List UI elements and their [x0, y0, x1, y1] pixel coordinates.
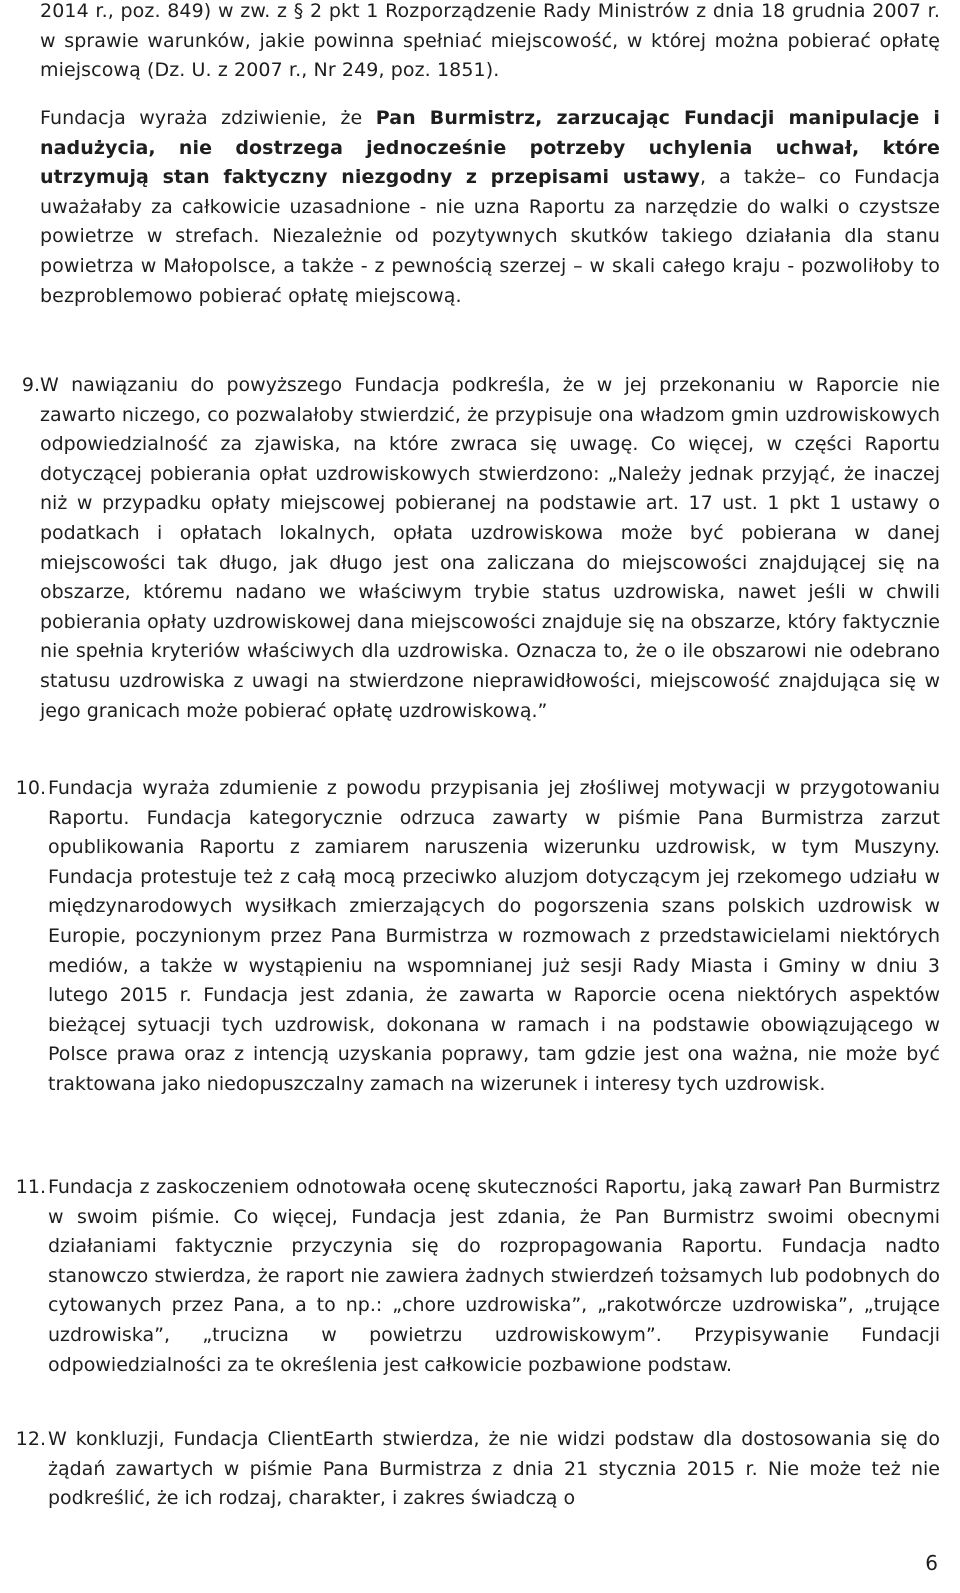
- paragraph-8: [40, 104, 940, 311]
- list-item-text: Fundacja wyraża zdumienie z powodu przypisania jej złośliwej motywacji w przygotowaniu Raportu. Fundacja kategorycznie odrzuca zawarty w piśmie Pana Burmistrza zarzut opublikowania Raportu z zamiarem naruszenia wizerunku uzdrowisk, w tym Muszyny. Fundacja protestuje też z całą mocą przeciwko aluzjom dotyczącym jej rzekomego udziału w międzynarodowych wysiłkach zmierzających do pogorszenia szans polskich uzdrowisk w Europie, poczynionym przez Pana Burmistrza w rozmowach z przedstawicielami niektórych mediów, a także w wystąpieniu na wspomnianej już sesji Rady Miasta i Gminy w dniu 3 lutego 2015 r. Fundacja jest zdania, że zawarta w Raporcie ocena niektórych aspektów bieżącej sytuacji tych uzdrowisk, dokonana w ramach i na podstawie obowiązującego w Polsce prawa oraz z intencją uzyskania poprawy, tam gdzie jest ona ważna, nie może być traktowana jako niedopuszczalny zamach na wizerunek i interesy tych uzdrowisk.: [48, 777, 940, 1095]
- paragraph-8-bold: Pan Burmistrz, zarzucając Fundacji manipulacje i nadużycia, nie dostrzega jednocześnie potrzeby uchylenia uchwał, które utrzymują stan faktyczny niezgodny z przepisami ustawy: [40, 107, 940, 189]
- page-number: 6: [925, 1551, 938, 1575]
- list-item-number: 10.: [15, 777, 46, 799]
- list-item-number: 9.: [21, 374, 40, 396]
- paragraph-continuation: 2014 r., poz. 849) w zw. z § 2 pkt 1 Rozporządzenie Rady Ministrów z dnia 18 grudnia 2007 r. w sprawie warunków, jakie powinna spełniać miejscowość, w której można pobierać opłatę miejscową (Dz. U. z 2007 r., Nr 249, poz. 1851).: [40, 0, 940, 82]
- paragraph-8-rest: , a także– co Fundacja uważałaby za całkowicie uzasadnione - nie uzna Raportu za narzędzie do walki o czystsze powietrze w strefach. Niezależnie od pozytywnych skutków takiego działania dla stanu powietrza w Małopolsce, a także - z pewnością szerzej – w skali całego kraju - pozwoliłoby to bezproblemowo pobierać opłatę miejscową.: [40, 166, 940, 307]
- list-item-number: 12.: [15, 1428, 46, 1450]
- list-item-text: W nawiązaniu do powyższego Fundacja podkreśla, że w jej przekonaniu w Raporcie nie zawarto niczego, co pozwalałoby stwierdzić, że przypisuje ona władzom gmin uzdrowiskowych odpowiedzialność za zjawiska, na które zwraca się uwagę. Co więcej, w części Raportu dotyczącej pobierania opłat uzdrowiskowych stwierdzono: „Należy jednak przyjąć, że inaczej niż w przypadku opłaty miejscowej pobieranej na podstawie art. 17 ust. 1 pkt 1 ustawy o podatkach i opłatach lokalnych, opłata uzdrowiskowa może być pobierana w danej miejscowości tak długo, jak długo jest ona zaliczana do miejscowości znajdującej się na obszarze, któremu nadano we właściwym trybie status uzdrowiska, nawet jeśli w chwili pobierania opłaty uzdrowiskowej dana miejscowości znajduje się na obszarze, który faktycznie nie spełnia kryteriów właściwych dla uzdrowiska. Oznacza to, że o ile obszarowi nie odebrano statusu uzdrowiska z uwagi na stwierdzone nieprawidłowości, miejscowość znajdująca się w jego granicach może pobierać opłatę uzdrowiskową.”: [40, 374, 940, 722]
- list-item-number: 11.: [15, 1176, 46, 1198]
- paragraph-8-intro: Fundacja wyraża zdziwienie, że: [40, 107, 376, 129]
- list-item-text: W konkluzji, Fundacja ClientEarth stwierdza, że nie widzi podstaw dla dostosowania się do żądań zawartych w piśmie Pana Burmistrza z dnia 21 stycznia 2015 r. Nie może też nie podkreślić, że ich rodzaj, charakter, i zakres świadczą o: [48, 1428, 940, 1510]
- list-item-text: Fundacja z zaskoczeniem odnotowała ocenę skuteczności Raportu, jaką zawarł Pan Burmistrz w swoim piśmie. Co więcej, Fundacja jest zdania, że Pan Burmistrz swoimi obecnymi działaniami faktycznie przyczynia się do rozpropagowania Raportu. Fundacja nadto stanowczo stwierdza, że raport nie zawiera żadnych stwierdzeń tożsamych lub podobnych do cytowanych przez Pana, a to np.: „chore uzdrowiska”, „rakotwórcze uzdrowiska”, „trujące uzdrowiska”, „trucizna w powietrzu uzdrowiskowym”. Przypisywanie Fundacji odpowiedzialności za te określenia jest całkowicie pozbawione podstaw.: [48, 1176, 940, 1376]
